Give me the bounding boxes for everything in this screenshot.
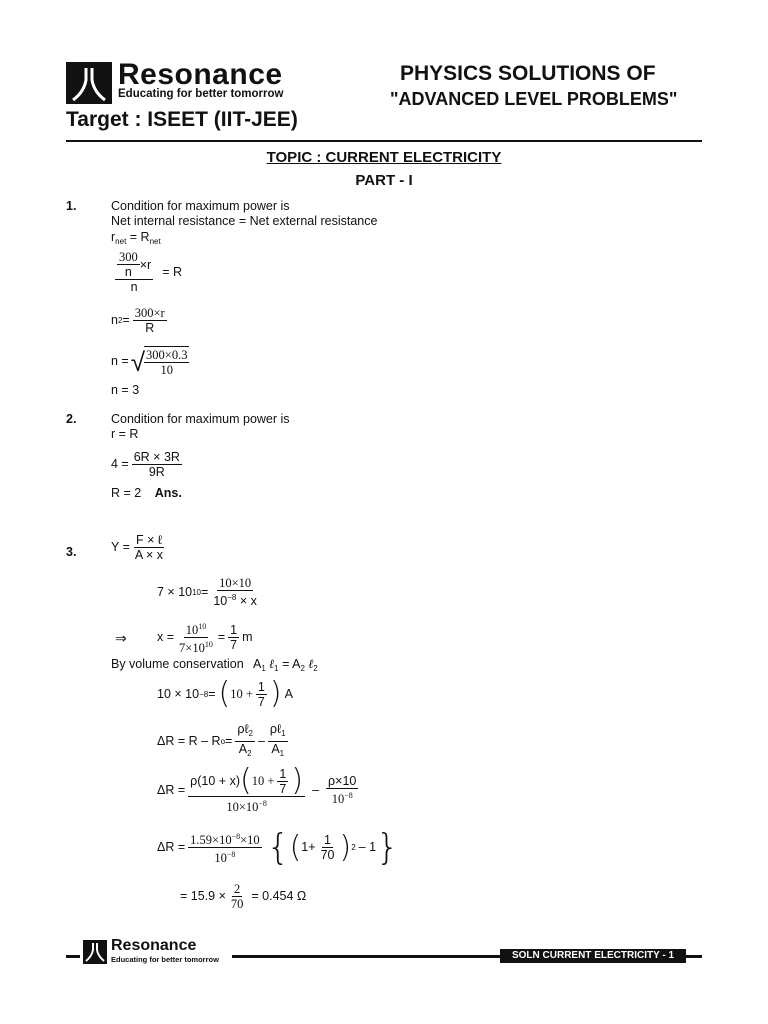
topic-heading: TOPIC : CURRENT ELECTRICITY <box>266 149 502 166</box>
part-heading: PART - I <box>355 172 413 189</box>
q1-eq2: $\frac{300}{n}$ ×r n = R <box>112 250 182 294</box>
q2-eq: 4 = $\frac{6R \times 3R}{9R}$ <box>111 450 180 479</box>
q1-number: 1. <box>66 199 77 213</box>
q3-young-modulus: Y = $\frac{\text{F × ℓ}}{A \times x}$ <box>111 533 164 562</box>
q3-number: 3. <box>66 545 77 559</box>
q3-eq7: ΔR = $\frac{1.59\times 10^{-8}\times 10}{10^{-8}}$ { ( 1+ $\frac{1}{70}$ ) 2 – 1 } <box>157 826 399 868</box>
logo-tagline: Educating for better tomorrow <box>118 88 284 100</box>
q1-eq5: n = 3 <box>111 383 140 397</box>
q3-eq6: ΔR = ρ(10 + x) ( 10 + $\frac{1}{7}$ ) $10\times 10^{-8}$ – $\frac{\rho\times 10}{10^{-8}}$ <box>157 763 357 814</box>
q3-volume-eq: $A_1$ ℓ$_1$ = $A_2$ ℓ$_2$ <box>253 657 318 673</box>
q1-eq3: n 2 = $\frac{300\times r}{R}$ <box>111 306 165 335</box>
q3-eq3: x = $\frac{10^{10}}{7\times 10^{10}}$ = $\frac{1}{7}$ m <box>157 622 253 655</box>
target-heading: Target : ISEET (IIT-JEE) <box>66 108 298 131</box>
header-logo <box>66 58 316 104</box>
q1-eq1: $r_{net} = R_{net}$ <box>111 230 161 246</box>
q2-line1: Condition for maximum power is <box>111 412 290 426</box>
q3-eq5: ΔR = R – R o = $\frac{\rho\ell_2}{A_2}$ – $\frac{\rho\ell_1}{A_1}$ <box>157 722 286 758</box>
footer-logo-name: Resonance <box>111 937 197 954</box>
q3-eq8: = 15.9 × $\frac{2}{70}$ = 0.454 Ω <box>180 882 307 911</box>
q3-volume-text: By volume conservation <box>111 657 244 671</box>
q2-ans: Ans. <box>154 486 182 500</box>
logo-name: Resonance <box>118 58 283 91</box>
header-rule <box>66 140 702 142</box>
resonance-logo-icon <box>66 62 112 104</box>
resonance-logo-icon <box>83 940 107 964</box>
footer-page-label: SOLN CURRENT ELECTRICITY - 1 <box>500 949 686 963</box>
q1-line1: Condition for maximum power is <box>111 199 290 213</box>
q2-result: R = 2 Ans. <box>111 486 182 500</box>
doc-title-line1: PHYSICS SOLUTIONS OF <box>400 62 656 85</box>
q3-arrow: ⇒ <box>115 630 127 646</box>
footer-logo <box>83 937 233 964</box>
footer-logo-tagline: Educating for better tomorrow <box>111 955 219 964</box>
q3-eq2: 7 × 10 10 = $\frac{10\times 10}{10^{-8} \times x}$ <box>157 576 257 608</box>
q1-eq4: n = √ $\frac{300\times 0.3}{10}$ <box>111 346 188 377</box>
sqrt-icon: √ <box>130 346 146 377</box>
doc-title-line2: "ADVANCED LEVEL PROBLEMS" <box>390 89 678 109</box>
footer-rule-left <box>66 955 80 958</box>
q2-line2: r = R <box>111 427 139 441</box>
q2-number: 2. <box>66 412 77 426</box>
q3-eq4: 10 × 10 −8 = ( 10 + $\frac{1}{7}$ ) A <box>157 676 293 711</box>
q1-line2: Net internal resistance = Net external resistance <box>111 214 378 228</box>
